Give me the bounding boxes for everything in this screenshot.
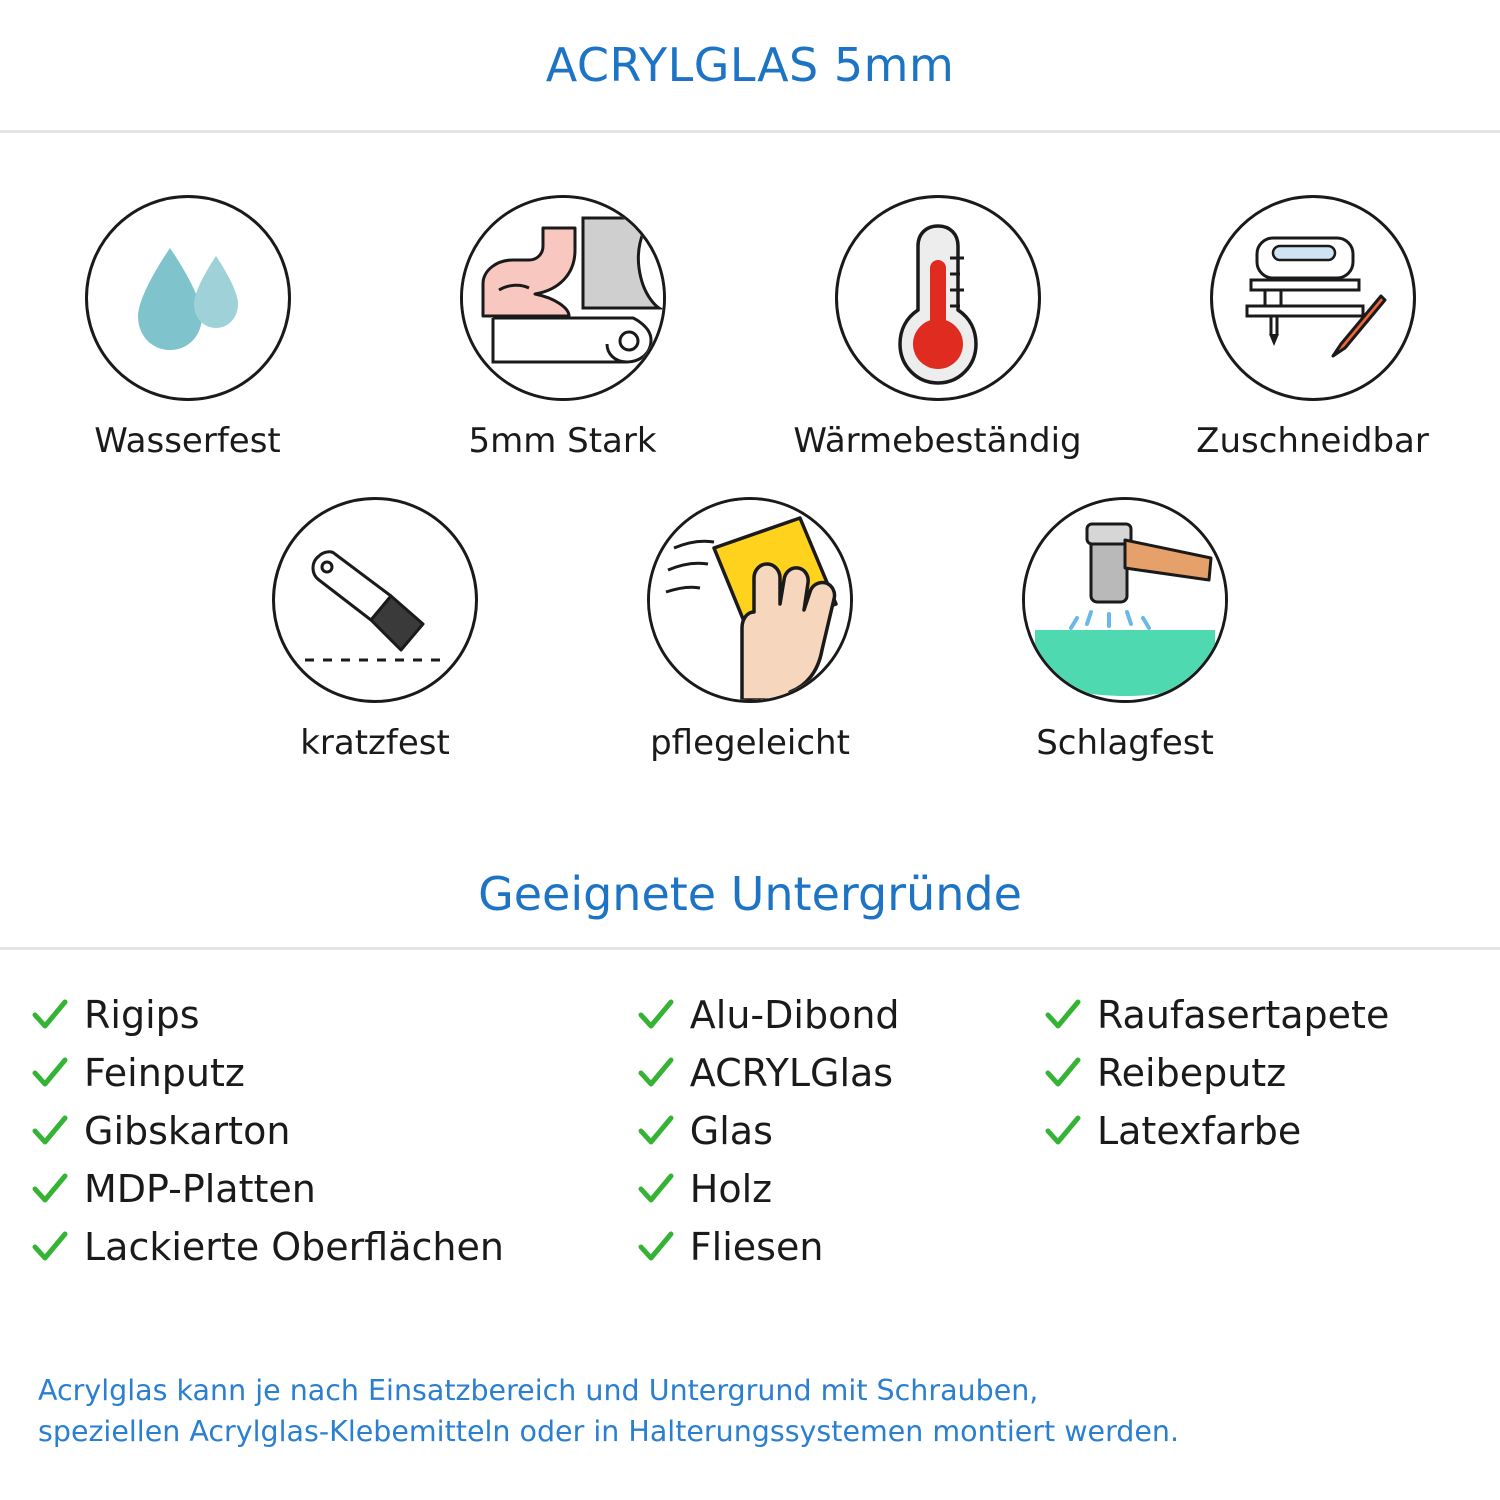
substrates-column-1 xyxy=(30,986,636,1276)
list-item-label: Lackierte Oberflächen xyxy=(84,1225,504,1269)
jigsaw-cutter-icon xyxy=(1210,195,1416,401)
feature-label: Wärmebeständig xyxy=(793,421,1082,461)
list-item-label: Glas xyxy=(689,1109,773,1153)
list-item-label: ACRYLGlas xyxy=(689,1051,894,1095)
check-icon xyxy=(30,995,70,1035)
check-icon xyxy=(30,1111,70,1151)
list-item xyxy=(636,1044,1043,1102)
list-item xyxy=(1043,1102,1470,1160)
feature-label: Zuschneidbar xyxy=(1196,421,1429,461)
check-icon xyxy=(30,1053,70,1093)
list-item xyxy=(636,1218,1043,1276)
feature-row-1 xyxy=(0,195,1500,461)
substrates-title: Geeignete Untergründe xyxy=(478,867,1022,921)
list-item-label: Gibskarton xyxy=(84,1109,291,1153)
check-icon xyxy=(636,1111,676,1151)
feature-label: Wasserfest xyxy=(94,421,281,461)
feature-label: Schlagfest xyxy=(1036,723,1214,763)
strong-arm-icon xyxy=(460,195,666,401)
list-item xyxy=(1043,1044,1470,1102)
footer-note xyxy=(38,1371,1462,1452)
list-item-label: MDP-Platten xyxy=(84,1167,316,1211)
list-item xyxy=(636,986,1043,1044)
list-item xyxy=(30,1160,636,1218)
list-item xyxy=(30,1218,636,1276)
feature-zuschneidbar xyxy=(1125,195,1500,461)
list-item-label: Feinputz xyxy=(84,1051,245,1095)
list-item-label: Holz xyxy=(689,1167,773,1211)
cleaning-hand-cloth-icon xyxy=(647,497,853,703)
feature-wasserfest xyxy=(0,195,375,461)
check-icon xyxy=(636,1227,676,1267)
thermometer-icon xyxy=(835,195,1041,401)
list-item-label: Latexfarbe xyxy=(1096,1109,1302,1153)
feature-label: pflegeleicht xyxy=(650,723,850,763)
check-icon xyxy=(636,1169,676,1209)
check-icon xyxy=(30,1227,70,1267)
list-item-label: Rigips xyxy=(84,993,200,1037)
water-drops-icon xyxy=(85,195,291,401)
knife-scratch-icon xyxy=(272,497,478,703)
list-item xyxy=(30,1102,636,1160)
list-item-label: Raufasertapete xyxy=(1096,993,1390,1037)
check-icon xyxy=(30,1169,70,1209)
feature-waermebestaendig xyxy=(750,195,1125,461)
list-item xyxy=(636,1160,1043,1218)
hammer-impact-icon xyxy=(1022,497,1228,703)
footer-note-line-2: speziellen Acrylglas-Klebemitteln oder in Halterungssystemen montiert werden. xyxy=(38,1414,1180,1448)
substrates-list xyxy=(0,950,1500,1276)
feature-schlagfest xyxy=(938,497,1313,763)
check-icon xyxy=(636,1053,676,1093)
list-item xyxy=(30,986,636,1044)
feature-label: kratzfest xyxy=(300,723,450,763)
feature-kratzfest xyxy=(188,497,563,763)
substrates-column-2 xyxy=(636,986,1043,1276)
check-icon xyxy=(1043,1111,1083,1151)
list-item-label: Alu-Dibond xyxy=(689,993,900,1037)
substrates-header xyxy=(0,867,1500,950)
features-section xyxy=(0,133,1500,763)
list-item-label: Reibeputz xyxy=(1096,1051,1287,1095)
footer-note-line-1: Acrylglas kann je nach Einsatzbereich und Untergrund mit Schrauben, xyxy=(38,1374,1039,1408)
check-icon xyxy=(636,995,676,1035)
header xyxy=(0,0,1500,133)
substrates-column-3 xyxy=(1043,986,1470,1276)
page-title: ACRYLGLAS 5mm xyxy=(545,38,955,92)
list-item xyxy=(30,1044,636,1102)
feature-row-2 xyxy=(0,497,1500,763)
list-item xyxy=(636,1102,1043,1160)
feature-label: 5mm Stark xyxy=(468,421,657,461)
check-icon xyxy=(1043,995,1083,1035)
check-icon xyxy=(1043,1053,1083,1093)
list-item-label: Fliesen xyxy=(689,1225,824,1269)
feature-pflegeleicht xyxy=(563,497,938,763)
feature-5mm-stark xyxy=(375,195,750,461)
list-item xyxy=(1043,986,1470,1044)
